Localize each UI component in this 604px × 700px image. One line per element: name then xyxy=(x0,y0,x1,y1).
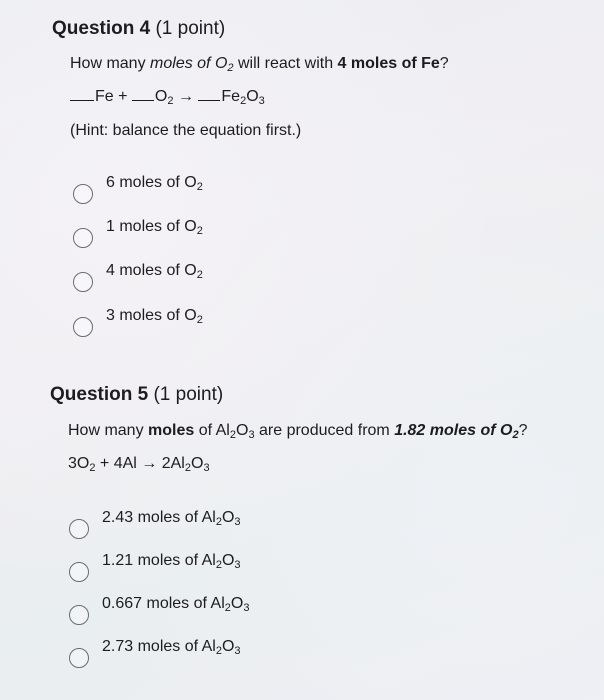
question-5-prompt: How many moles of $Al_2O_3$ are produced from 1.82 moles of $O_2$? xyxy=(68,422,528,441)
prompt-sub: 2 xyxy=(227,62,234,74)
q5-option-3[interactable] xyxy=(69,595,249,625)
q4-option-1[interactable] xyxy=(73,174,203,204)
option-label: 0.667 moles of $Al_2O_3$ xyxy=(102,595,250,614)
prompt-text: How many xyxy=(70,55,146,72)
question-5-equation: $3O_2 + 4Al \to 2Al_2O_3$ xyxy=(68,455,210,474)
prompt-end: ? xyxy=(439,55,449,72)
eq-fe: Fe + xyxy=(95,88,128,105)
prompt-bold: moles xyxy=(148,422,195,439)
arrow-icon: → xyxy=(141,455,158,472)
question-4-points: (1 point) xyxy=(155,18,226,39)
radio-button[interactable] xyxy=(69,648,89,668)
option-label: 6 moles of $O_2$ xyxy=(106,174,203,193)
radio-button[interactable] xyxy=(69,562,89,582)
q4-option-3[interactable] xyxy=(73,262,203,292)
eq-prod-sub2: 3 xyxy=(258,95,265,107)
question-5-title xyxy=(50,384,223,406)
prompt-of: of Al xyxy=(194,422,230,439)
q5-option-4[interactable] xyxy=(69,638,241,668)
question-4-hint: (Hint: balance the equation first.) xyxy=(70,122,302,139)
eq-prod: Fe xyxy=(221,88,241,105)
option-label: 1 moles of $O_2$ xyxy=(106,218,203,237)
eq-prod-o: O xyxy=(246,88,259,105)
q5-option-2[interactable] xyxy=(69,552,241,582)
prompt-text: How many xyxy=(68,422,144,439)
eq-rhs: 2Al xyxy=(157,455,185,472)
radio-button[interactable] xyxy=(69,519,89,539)
option-label: 3 moles of $O_2$ xyxy=(106,307,203,326)
question-4-label: Question 4 xyxy=(52,18,151,39)
question-5-points: (1 point) xyxy=(153,384,224,405)
q4-option-2[interactable] xyxy=(73,218,203,248)
option-label: 4 moles of $O_2$ xyxy=(106,262,203,281)
eq-lhs: 3O xyxy=(68,455,90,472)
eq-plus: + 4Al xyxy=(95,455,142,472)
eq-o2-sub: 2 xyxy=(167,95,174,107)
radio-button[interactable] xyxy=(69,605,89,625)
prompt-mid: will react with xyxy=(233,55,334,72)
q5-option-1[interactable] xyxy=(69,509,241,539)
arrow-icon: → xyxy=(177,88,194,105)
q4-option-4[interactable] xyxy=(73,307,203,337)
question-4-equation xyxy=(70,88,265,107)
question-4-title xyxy=(52,18,225,40)
option-label: 2.43 moles of $Al_2O_3$ xyxy=(102,509,241,528)
radio-button[interactable] xyxy=(73,228,93,248)
option-label: 2.73 moles of $Al_2O_3$ xyxy=(102,638,241,657)
radio-button[interactable] xyxy=(73,272,93,292)
radio-button[interactable] xyxy=(73,184,93,204)
question-5-label: Question 5 xyxy=(50,384,149,405)
eq-prod-sub1: 2 xyxy=(240,95,247,107)
prompt-mid: are produced from xyxy=(254,422,395,439)
prompt-bold: 4 moles of Fe xyxy=(337,55,440,72)
eq-o2: O xyxy=(154,88,168,105)
radio-button[interactable] xyxy=(73,317,93,337)
prompt-em: moles of O xyxy=(150,55,228,72)
prompt-bold-italic: 1.82 moles of O xyxy=(394,422,513,439)
option-label: 1.21 moles of $Al_2O_3$ xyxy=(102,552,241,571)
question-4-prompt xyxy=(70,55,449,74)
